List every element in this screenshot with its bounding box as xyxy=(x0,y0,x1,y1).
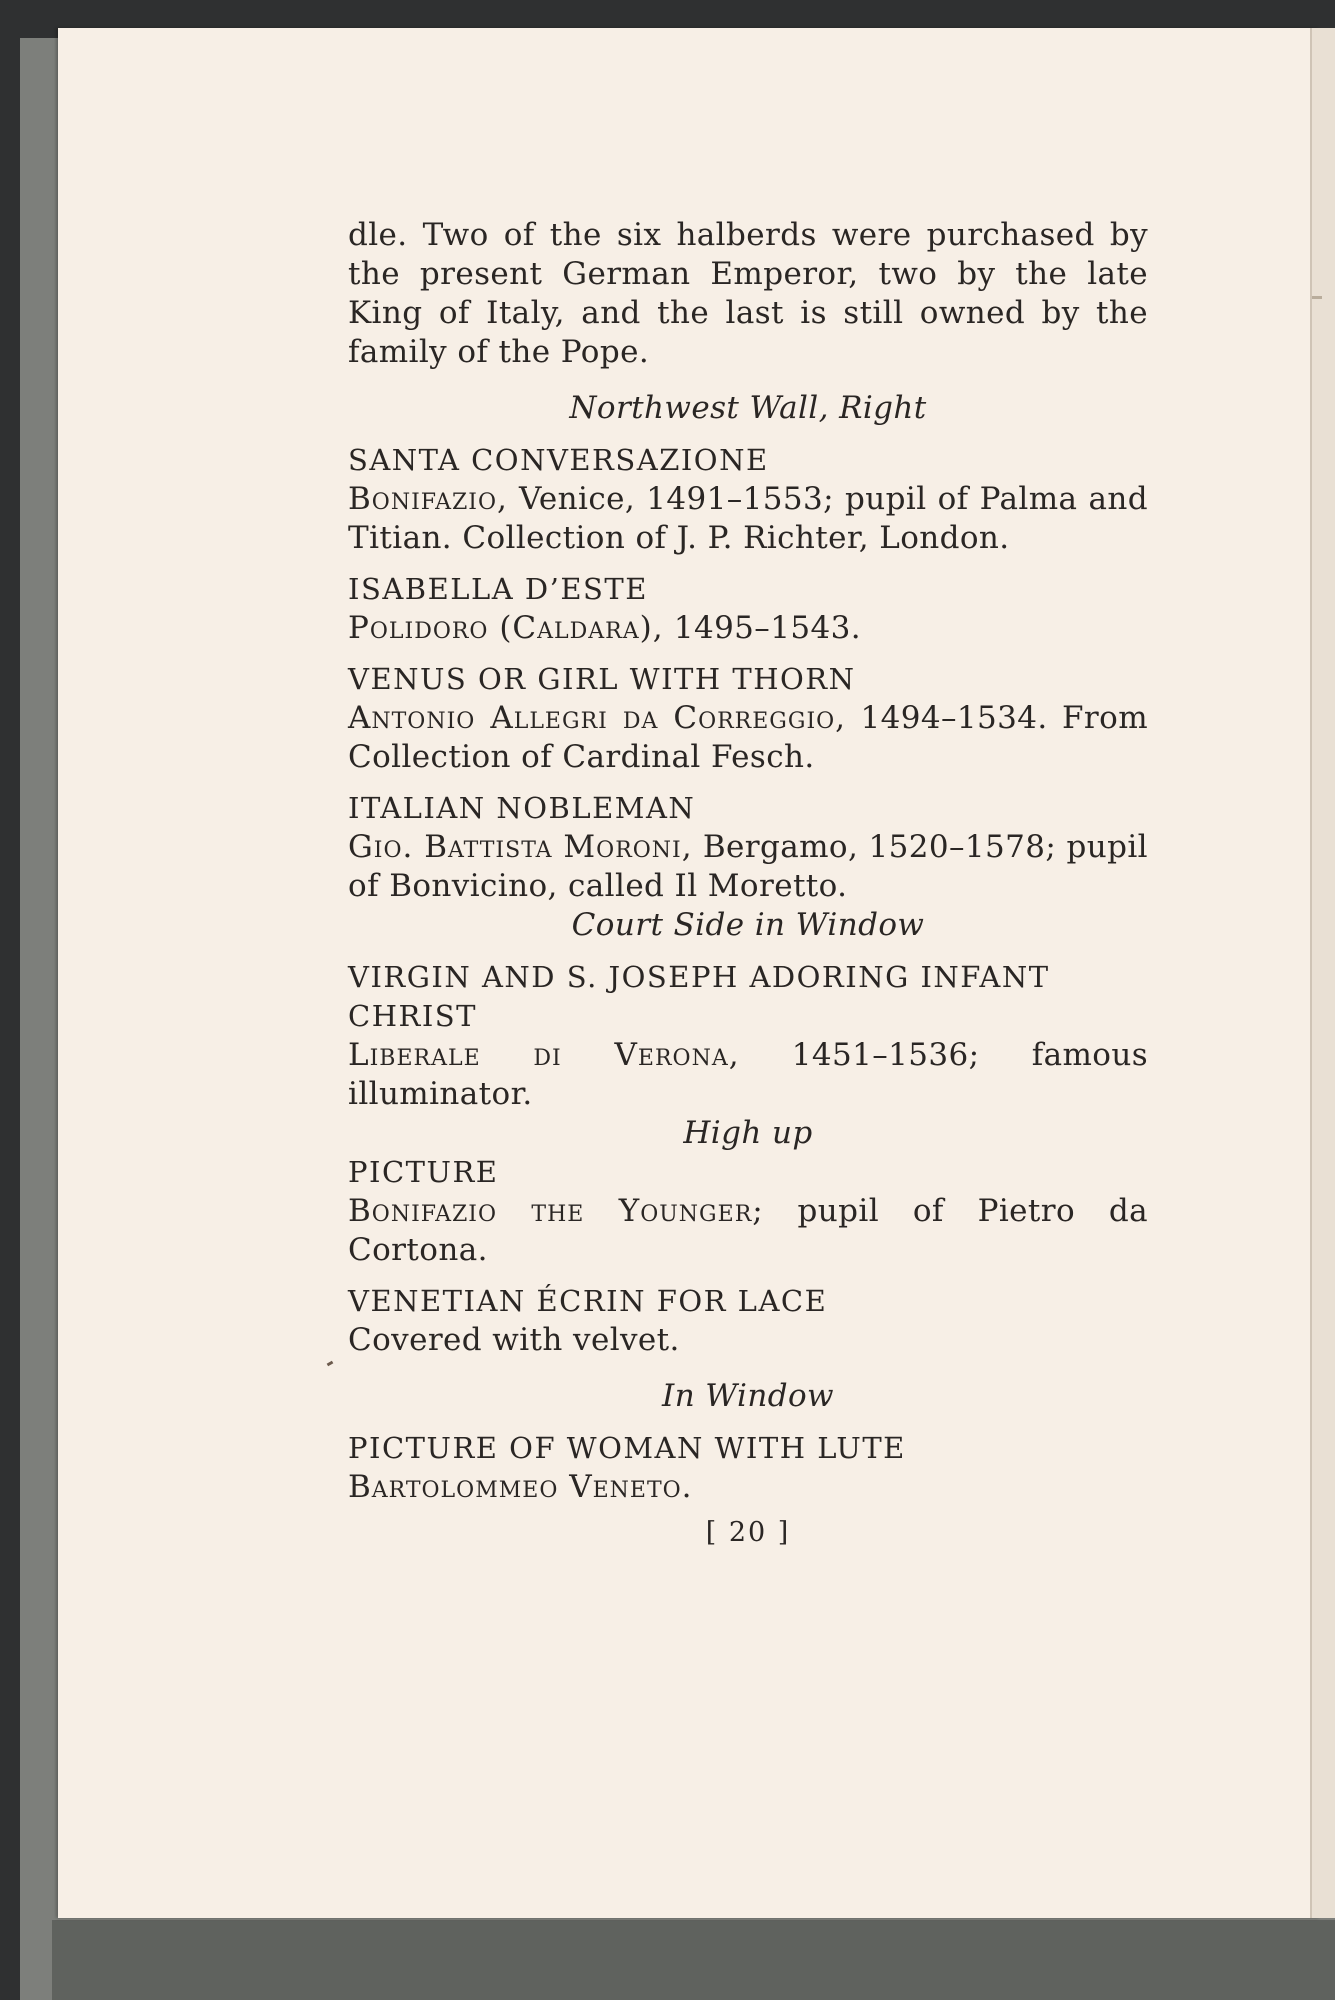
entry-text: 1494–1534. From Collection of Cardinal Fesch. xyxy=(348,700,1148,775)
entry-italian-nobleman xyxy=(348,789,1148,906)
entry-text: Bergamo, 1520–1578; pupil of Bonvicino, called Il Moretto. xyxy=(348,829,1148,904)
entry-description xyxy=(348,1192,1148,1270)
entry-isabella-deste xyxy=(348,570,1148,648)
entry-title: PICTURE xyxy=(348,1155,499,1189)
entry-artist: Bonifazio the Younger; xyxy=(348,1193,764,1229)
page-number: [ 20 ] xyxy=(705,1517,791,1548)
entry-title: SANTA CONVERSAZIONE xyxy=(348,443,769,477)
entry-title: PICTURE OF WOMAN WITH LUTE xyxy=(348,1431,906,1465)
heading-northwest-wall: Northwest Wall, Right xyxy=(569,390,927,426)
page-gutter xyxy=(1310,28,1335,1918)
entry-description xyxy=(348,699,1148,777)
entry-title: VENETIAN ÉCRIN FOR LACE xyxy=(348,1284,828,1318)
entry-title: VIRGIN AND S. JOSEPH ADORING INFANT CHRIST xyxy=(348,960,1050,1033)
entry-text: 1451–1536; famous illuminator. xyxy=(348,1037,1149,1112)
entry-description xyxy=(348,609,1148,648)
entry-artist: Bartolommeo Veneto. xyxy=(348,1469,693,1505)
entry-virgin-and-joseph xyxy=(348,958,1148,1114)
entry-text: pupil of Pietro da Cortona. xyxy=(348,1193,1148,1268)
page-content xyxy=(348,216,1148,1551)
entry-description xyxy=(348,1468,1148,1507)
entry-artist: Liberale di Verona, xyxy=(348,1037,740,1073)
entry-santa-conversazione xyxy=(348,441,1148,558)
entry-description: Covered with velvet. xyxy=(348,1322,680,1358)
edge-mark xyxy=(1312,296,1322,299)
entry-picture xyxy=(348,1153,1148,1270)
entry-description xyxy=(348,1036,1148,1114)
entry-artist: Antonio Allegri da Correggio, xyxy=(348,700,847,736)
entry-description xyxy=(348,480,1148,558)
entry-woman-with-lute xyxy=(348,1429,1148,1507)
board-shadow xyxy=(52,1920,1335,2000)
entry-title: VENUS OR GIRL WITH THORN xyxy=(348,662,856,696)
heading-court-side: Court Side in Window xyxy=(571,907,925,943)
entry-title: ITALIAN NOBLEMAN xyxy=(348,791,696,825)
entry-title: ISABELLA D’ESTE xyxy=(348,572,648,606)
entry-text: 1495–1543. xyxy=(663,610,861,646)
entry-venetian-ecrin xyxy=(348,1282,1148,1360)
heading-in-window: In Window xyxy=(662,1378,834,1414)
entry-venus xyxy=(348,660,1148,777)
entry-artist: Bonifazio, xyxy=(348,481,508,517)
heading-high-up: High up xyxy=(683,1115,813,1151)
entry-description xyxy=(348,828,1148,906)
entry-artist: Polidoro (Caldara), xyxy=(348,610,664,646)
entry-text: Venice, 1491–1553; pupil of Palma and Titian. Collection of J. P. Richter, London. xyxy=(348,481,1148,556)
intro-paragraph: dle. Two of the six halberds were purchased by the present German Emperor, two by the late King of Italy, and the last is still owned by the family of the Pope. xyxy=(348,217,1148,370)
entry-artist: Gio. Battista Moroni, xyxy=(348,829,693,865)
